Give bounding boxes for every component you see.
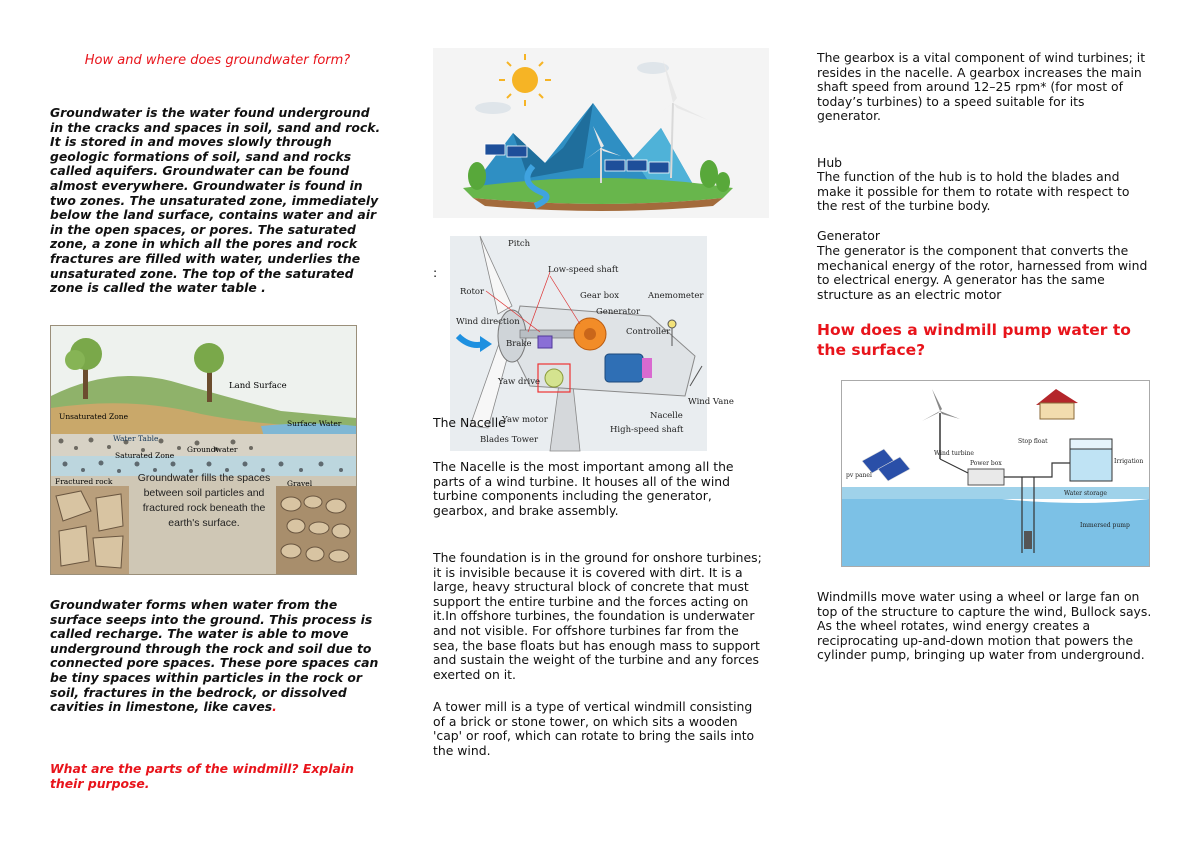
label-rotor: Rotor [460, 287, 485, 297]
label-brake: Brake [506, 339, 532, 349]
water-table-label: Water Table [113, 434, 159, 443]
groundwater-paragraph-2 [50, 598, 385, 715]
hub-paragraph: The function of the hub is to hold the blades and make it possible for them to rotate with respect to the rest of the turbine body. [817, 169, 1130, 214]
label-yaw-drive: Yaw drive [498, 377, 541, 387]
label-wind-turbine: Wind turbine [934, 450, 974, 457]
label-high-speed-shaft: High-speed shaft [610, 425, 684, 435]
label-pitch: Pitch [508, 239, 531, 249]
windmill-parts-question: What are the parts of the windmill? Explain their purpose. [50, 761, 354, 791]
label-blades-tower: Blades Tower [480, 435, 539, 445]
nacelle-paragraph: The Nacelle is the most important among all the parts of a wind turbine. It houses all of the wind turbine components including the generator, gearbox, and brake assembly. [433, 459, 734, 518]
groundwater-paragraph-2-end: . [272, 699, 277, 715]
label-irrigation: Irrigation [1114, 458, 1144, 465]
gearbox-paragraph: The gearbox is a vital component of wind turbines; it resides in the nacelle. A gearbox increases the main shaft speed from around 12–25 rpm* (for most of today’s turbines) to a speed suitable for its generator. [817, 50, 1146, 124]
pump-heading: How does a windmill pump water to the surface? [817, 321, 1131, 359]
colon-text: : [433, 265, 438, 280]
label-low-speed-shaft: Low-speed shaft [548, 265, 619, 275]
label-gear-box: Gear box [580, 291, 620, 301]
label-water-storage: Water storage [1064, 490, 1107, 497]
label-anemometer: Anemometer [648, 291, 704, 301]
groundwater-heading: How and where does groundwater form? [84, 53, 351, 68]
label-power-box: Power box [970, 460, 1002, 467]
foundation-paragraph: The foundation is in the ground for onshore turbines; it is invisible because it is covered with dirt. It is a large, heavy structural block of concrete that must support the entire turbine and the forces acting on it.In offshore turbines, the foundation is underwater and not visible. For offshore turbines far from the sea, the base floats but has enough mass to support and sustain the weight of the turbine and any forces exerted on it. [433, 550, 762, 682]
hub-title: Hub [817, 155, 843, 170]
generator-paragraph: The generator is the component that converts the mechanical energy of the rotor, harnessed from wind to electrical energy. A generator has the same structure as an electric motor [817, 243, 1148, 302]
water-pump-diagram [841, 380, 1150, 567]
label-stop-float: Stop float [1018, 438, 1048, 445]
label-wind-direction: Wind direction [456, 317, 520, 327]
groundwater-diagram [50, 325, 357, 575]
label-controller: Controller [626, 327, 671, 337]
saturated-zone-label: Saturated Zone [115, 451, 175, 460]
groundwater-figure-caption: Groundwater fills the spaces between soil particles and fractured rock beneath the earth's surface. [137, 472, 271, 529]
groundwater-paragraph-1: Groundwater is the water found underground in the cracks and spaces in soil, sand and rock. It is stored in and moves slowly through geologic formations of soil, sand and rocks called aquifers. Groundwater can be found almost everywhere. Groundwater is found in two zones. The unsaturated zone, immediately below the land surface, contains water and air in the open spaces, or pores. The saturated zone, a zone in which all the pores and rock fractures are filled with water, underlies the unsaturated zone. The top of the saturated zone is called the water table . [50, 105, 381, 296]
pump-paragraph: Windmills move water using a wheel or large fan on top of the structure to capture the wind, Bullock says. As the wheel rotates, wind energy creates a reciprocating up-and-down motion that powers the cylinder pump, bringing up water from underground. [817, 589, 1152, 663]
surface-water-label: Surface Water [287, 419, 342, 428]
renewable-energy-illustration [433, 48, 769, 218]
groundwater-label: Groundwater [187, 445, 238, 454]
label-wind-vane: Wind Vane [688, 397, 734, 407]
label-nacelle: Nacelle [650, 411, 683, 421]
label-immersed-pump: Immersed pump [1080, 522, 1130, 529]
land-surface-label: Land Surface [229, 381, 287, 391]
groundwater-paragraph-2-text: Groundwater forms when water from the surface seeps into the ground. This process is called recharge. The water is able to move underground through the rock and soil due to connected pore spaces. These pore spaces can be tiny spaces within particles in the rock or soil, fractures in the bedrock, or dissolved cavities in limestone, like caves [50, 597, 379, 715]
label-generator: Generator [596, 307, 641, 317]
label-yaw-motor: Yaw motor [502, 415, 548, 425]
fractured-rock-label: Fractured rock [55, 477, 113, 486]
nacelle-title: The Nacelle [433, 415, 506, 430]
generator-title: Generator [817, 228, 880, 243]
tower-mill-paragraph: A tower mill is a type of vertical windmill consisting of a brick or stone tower, on which sits a wooden 'cap' or roof, which can rotate to bring the sails into the wind. [433, 699, 755, 758]
unsaturated-zone-label: Unsaturated Zone [59, 412, 129, 421]
label-pv-panel: pv panel [846, 472, 872, 479]
gravel-label: Gravel [287, 479, 313, 488]
